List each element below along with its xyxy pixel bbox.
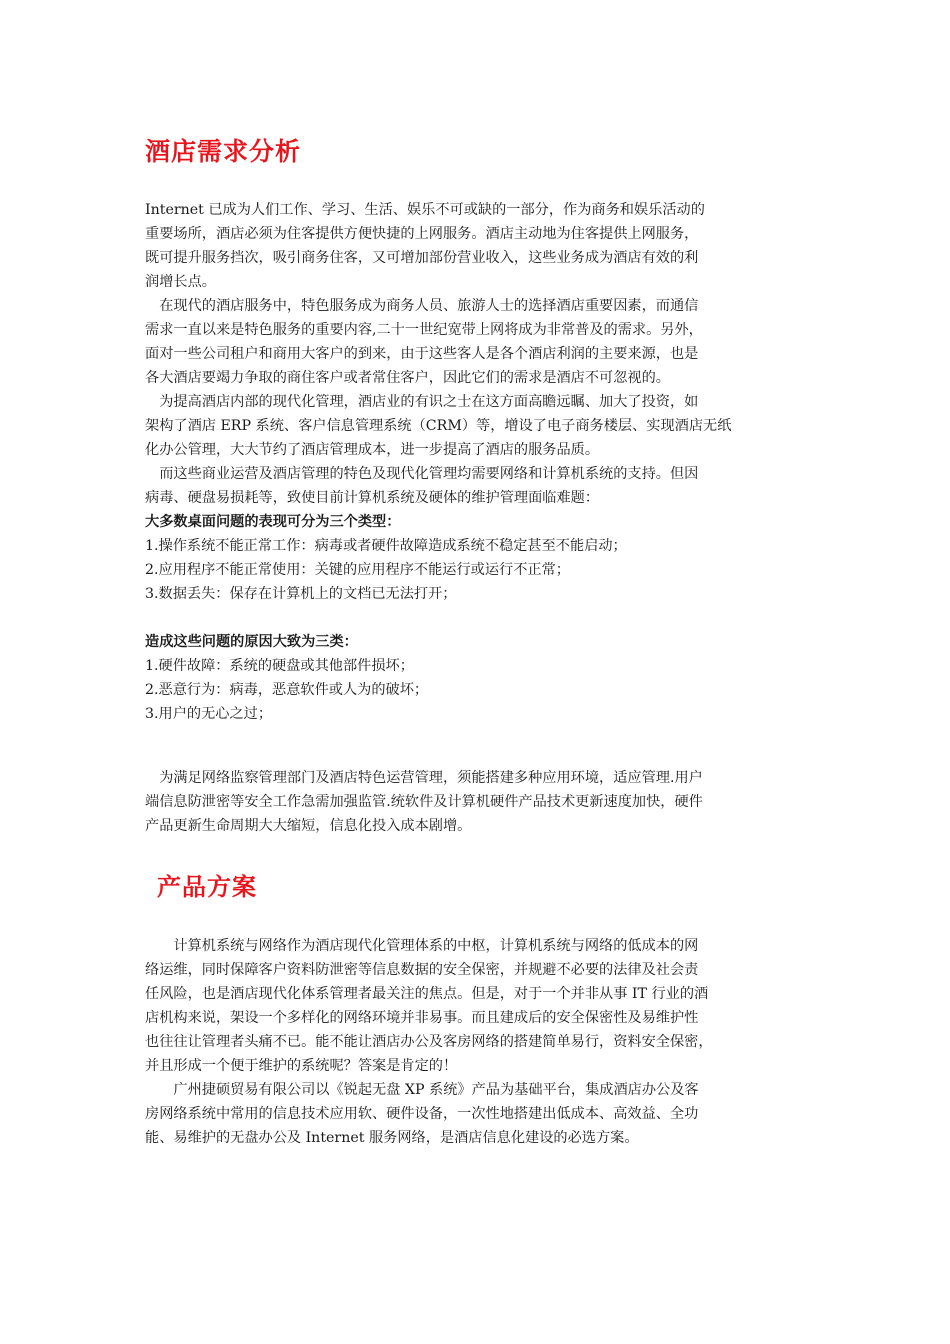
paragraph-line: 并且形成一个便于维护的系统呢？答案是肯定的！ bbox=[145, 1058, 458, 1074]
problem-item: 2.应用程序不能正常使用：关键的应用程序不能运行或运行不正常； bbox=[145, 562, 570, 578]
paragraph-line: 为提高酒店内部的现代化管理，酒店业的有识之士在这方面高瞻远瞩、加大了投资，如 bbox=[145, 394, 699, 410]
paragraph-line: 产品更新生命周期大大缩短，信息化投入成本剧增。 bbox=[145, 818, 472, 834]
paragraph-line: 为满足网络监察管理部门及酒店特色运营管理，须能搭建多种应用环境，适应管理.用户 bbox=[145, 770, 703, 786]
cause-item: 1.硬件故障：系统的硬盘或其他部件损坏； bbox=[145, 658, 414, 674]
problems-heading: 大多数桌面问题的表现可分为三个类型： bbox=[145, 514, 401, 530]
spacer bbox=[145, 606, 815, 630]
paragraph-line: 病毒、硬盘易损耗等，致使目前计算机系统及硬体的维护管理面临难题： bbox=[145, 490, 600, 506]
paragraph-line: 计算机系统与网络作为酒店现代化管理体系的中枢，计算机系统与网络的低成本的网 bbox=[145, 938, 699, 954]
paragraph-line: 店机构来说，架设一个多样化的网络环境并非易事。而且建成后的安全保密性及易维护性 bbox=[145, 1010, 699, 1026]
paragraph-line: 而这些商业运营及酒店管理的特色及现代化管理均需要网络和计算机系统的支持。但因 bbox=[145, 466, 699, 482]
section-hotel-demand-body bbox=[145, 198, 815, 726]
paragraph-line: 能、易维护的无盘办公及 Internet 服务网络，是酒店信息化建设的必选方案。 bbox=[145, 1130, 639, 1146]
paragraph-line: 润增长点。 bbox=[145, 274, 216, 290]
paragraph-line: 任风险，也是酒店现代化体系管理者最关注的焦点。但是，对于一个并非从事 IT 行业的酒 bbox=[145, 986, 709, 1002]
paragraph-line: 房网络系统中常用的信息技术应用软、硬件设备，一次性地搭建出低成本、高效益、全功 bbox=[145, 1106, 699, 1122]
paragraph-line: Internet 已成为人们工作、学习、生活、娱乐不可或缺的一部分，作为商务和娱乐活动的 bbox=[145, 202, 705, 218]
section-title-product-solution: 产品方案 bbox=[157, 872, 257, 901]
cause-item: 3.用户的无心之过； bbox=[145, 706, 273, 722]
section-hotel-demand-closing bbox=[145, 766, 815, 838]
paragraph-line: 也往往让管理者头痛不已。能不能让酒店办公及客房网络的搭建简单易行，资料安全保密， bbox=[145, 1034, 713, 1050]
paragraph-line: 化办公管理，大大节约了酒店管理成本，进一步提高了酒店的服务品质。 bbox=[145, 442, 600, 458]
paragraph-line: 络运维，同时保障客户资料防泄密等信息数据的安全保密，并规避不必要的法律及社会责 bbox=[145, 962, 699, 978]
causes-heading: 造成这些问题的原因大致为三类： bbox=[145, 634, 358, 650]
paragraph-line: 端信息防泄密等安全工作急需加强监管.统软件及计算机硬件产品技术更新速度加快，硬件 bbox=[145, 794, 703, 810]
problem-item: 3.数据丢失：保存在计算机上的文档已无法打开； bbox=[145, 586, 457, 602]
problem-item: 1.操作系统不能正常工作：病毒或者硬件故障造成系统不稳定甚至不能启动； bbox=[145, 538, 627, 554]
paragraph-line: 面对一些公司租户和商用大客户的到来，由于这些客人是各个酒店利润的主要来源，也是 bbox=[145, 346, 699, 362]
paragraph-line: 需求一直以来是特色服务的重要内容,二十一世纪宽带上网将成为非常普及的需求。另外， bbox=[145, 322, 703, 338]
section-product-solution-body bbox=[145, 934, 815, 1150]
paragraph-line: 重要场所，酒店必须为住客提供方便快捷的上网服务。酒店主动地为住客提供上网服务， bbox=[145, 226, 699, 242]
cause-item: 2.恶意行为：病毒，恶意软件或人为的破坏； bbox=[145, 682, 429, 698]
paragraph-line: 既可提升服务挡次，吸引商务住客，又可增加部份营业收入，这些业务成为酒店有效的利 bbox=[145, 250, 699, 266]
paragraph-line: 在现代的酒店服务中，特色服务成为商务人员、旅游人士的选择酒店重要因素，而通信 bbox=[145, 298, 699, 314]
section-title-hotel-demand: 酒店需求分析 bbox=[145, 137, 302, 166]
paragraph-line: 架构了酒店 ERP 系统、客户信息管理系统（CRM）等，增设了电子商务楼层、实现酒店无纸 bbox=[145, 418, 732, 434]
paragraph-line: 各大酒店要竭力争取的商住客户或者常住客户，因此它们的需求是酒店不可忽视的。 bbox=[145, 370, 670, 386]
paragraph-line: 广州捷硕贸易有限公司以《锐起无盘 XP 系统》产品为基础平台，集成酒店办公及客 bbox=[145, 1082, 699, 1098]
